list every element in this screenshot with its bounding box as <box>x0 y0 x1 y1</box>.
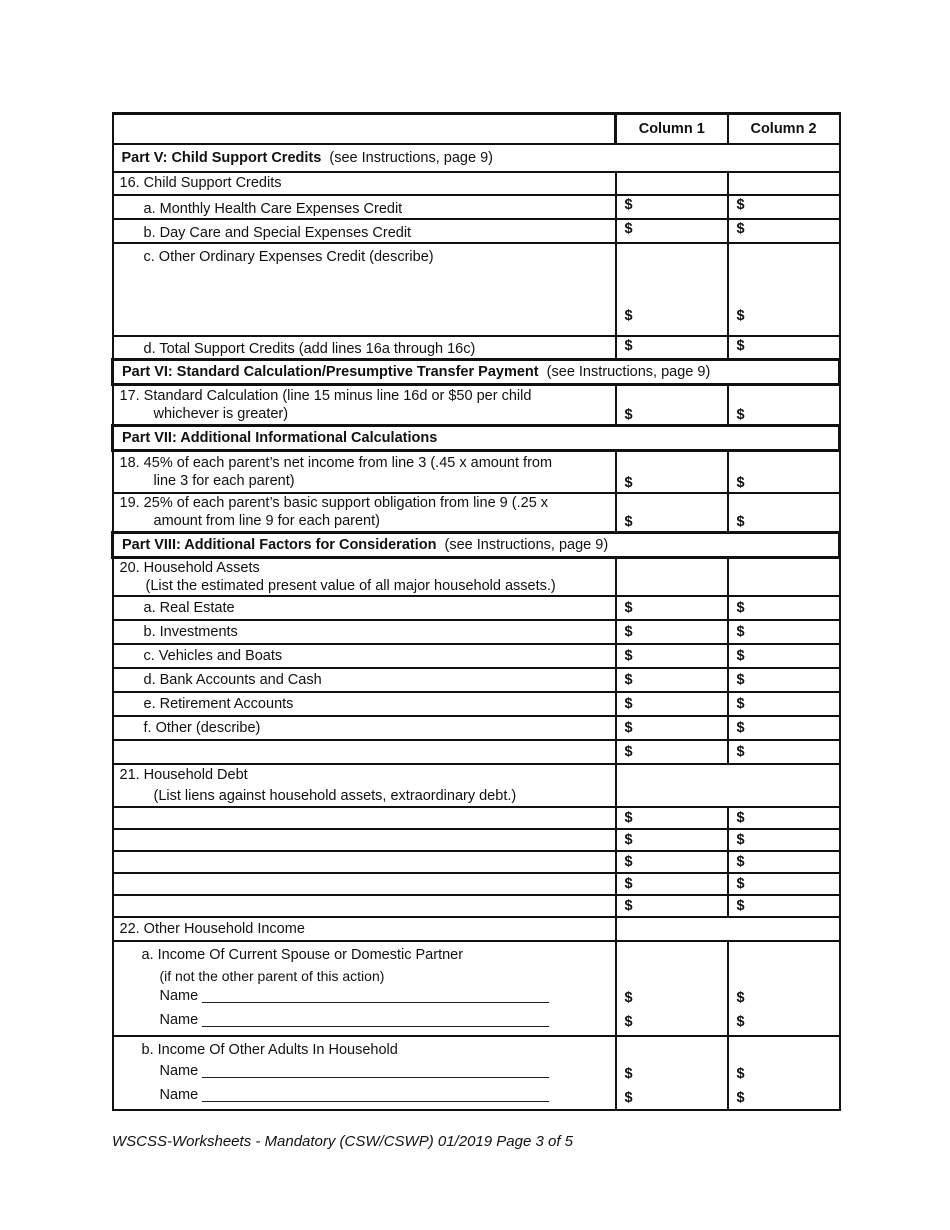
debt-col1[interactable]: $ <box>616 829 728 851</box>
line18-row <box>113 451 840 493</box>
name-field[interactable]: Name ___________________________________________ <box>159 1063 549 1079</box>
debt-row <box>113 829 840 851</box>
line17-label <box>113 385 616 426</box>
part6-note: (see Instructions, page 9) <box>546 364 711 380</box>
line19-label <box>113 493 616 533</box>
debt-col1[interactable]: $ <box>616 851 728 873</box>
part8-header <box>113 533 840 558</box>
line16b-row <box>113 219 840 243</box>
line21-row <box>113 764 840 807</box>
line16c-row <box>113 243 840 336</box>
dollar-sign: $ <box>624 1066 633 1082</box>
asset-label: a. Real Estate <box>113 596 616 620</box>
header-blank <box>113 114 616 144</box>
line16-label: 16. Child Support Credits <box>113 172 616 195</box>
line16b-col2[interactable]: $ <box>728 219 840 243</box>
line22b-text: b. Income Of Other Adults In Household <box>141 1042 398 1058</box>
line16a-col2[interactable]: $ <box>728 195 840 219</box>
line22b-label <box>113 1036 616 1110</box>
line22a-subtext: (if not the other parent of this action) <box>159 968 385 984</box>
line16a-col1[interactable]: $ <box>616 195 728 219</box>
line22-label: 22. Other Household Income <box>113 917 616 941</box>
line22a-col1[interactable] <box>616 941 728 1036</box>
asset-blank-label[interactable] <box>113 740 616 764</box>
debt-row <box>113 873 840 895</box>
line16b-col1[interactable]: $ <box>616 219 728 243</box>
line16c-col1[interactable]: $ <box>616 243 728 336</box>
line16-col1[interactable] <box>616 172 728 195</box>
asset-col2[interactable]: $ <box>728 596 840 620</box>
part7-header <box>113 426 840 451</box>
debt-col1[interactable]: $ <box>616 895 728 917</box>
name-field[interactable]: Name ___________________________________________ <box>159 988 549 1004</box>
line20-col2[interactable] <box>728 558 840 597</box>
line19-text-a: 19. 25% of each parent’s basic support obligation from line 9 (.25 x <box>119 495 549 512</box>
debt-col2[interactable]: $ <box>728 807 840 829</box>
asset-col2[interactable]: $ <box>728 692 840 716</box>
debt-col2[interactable]: $ <box>728 873 840 895</box>
asset-row <box>113 668 840 692</box>
dollar-sign: $ <box>736 1014 745 1030</box>
asset-row <box>113 716 840 740</box>
line17-col1[interactable]: $ <box>616 385 728 426</box>
line22a-col2[interactable] <box>728 941 840 1036</box>
asset-row <box>113 692 840 716</box>
dollar-sign: $ <box>624 1014 633 1030</box>
asset-row <box>113 644 840 668</box>
dollar-sign: $ <box>624 1090 633 1106</box>
line17-text-a: 17. Standard Calculation (line 15 minus line 16d or $50 per child <box>119 388 532 404</box>
worksheet-table <box>111 112 841 1111</box>
line22-values[interactable] <box>616 917 840 941</box>
page-footer: WSCSS-Worksheets - Mandatory (CSW/CSWP) 01/2019 Page 3 of 5 <box>112 1133 573 1150</box>
line16c-col2[interactable]: $ <box>728 243 840 336</box>
debt-label[interactable] <box>113 895 616 917</box>
line16-row <box>113 172 840 195</box>
line16-col2[interactable] <box>728 172 840 195</box>
part5-note: (see Instructions, page 9) <box>329 149 493 166</box>
column-2-header: Column 2 <box>728 114 840 144</box>
name-field[interactable]: Name ___________________________________________ <box>159 1012 549 1028</box>
asset-label: d. Bank Accounts and Cash <box>113 668 616 692</box>
line21-label <box>113 764 616 807</box>
debt-col2[interactable]: $ <box>728 829 840 851</box>
asset-label: b. Investments <box>113 620 616 644</box>
part8-title: Part VIII: Additional Factors for Consideration <box>122 537 437 553</box>
debt-label[interactable] <box>113 829 616 851</box>
dollar-sign: $ <box>736 990 745 1006</box>
part6-header <box>113 360 840 385</box>
line22a-text: a. Income Of Current Spouse or Domestic Partner <box>141 947 464 963</box>
asset-col2[interactable]: $ <box>728 668 840 692</box>
column-1-header: Column 1 <box>616 114 728 144</box>
part6-title: Part VI: Standard Calculation/Presumptive Transfer Payment <box>122 364 539 380</box>
debt-col1[interactable]: $ <box>616 807 728 829</box>
asset-col1[interactable]: $ <box>616 644 728 668</box>
line16b-label: b. Day Care and Special Expenses Credit <box>113 219 616 243</box>
line16a-row <box>113 195 840 219</box>
line21-text: 21. Household Debt <box>119 767 248 783</box>
asset-col2[interactable]: $ <box>728 716 840 740</box>
line20-col1[interactable] <box>616 558 728 597</box>
asset-col1[interactable]: $ <box>616 740 728 764</box>
asset-col1[interactable]: $ <box>616 620 728 644</box>
name-field[interactable]: Name ___________________________________________ <box>159 1087 549 1103</box>
debt-label[interactable] <box>113 873 616 895</box>
debt-label[interactable] <box>113 851 616 873</box>
asset-row <box>113 596 840 620</box>
line16a-label: a. Monthly Health Care Expenses Credit <box>113 195 616 219</box>
line18-col1[interactable]: $ <box>616 451 728 493</box>
line18-text-a: 18. 45% of each parent’s net income from line 3 (.45 x amount from <box>119 454 553 471</box>
line16d-col2[interactable]: $ <box>728 336 840 360</box>
dollar-sign: $ <box>736 1066 745 1082</box>
line17-text-b: whichever is greater) <box>153 406 289 422</box>
asset-label: e. Retirement Accounts <box>113 692 616 716</box>
line16d-label: d. Total Support Credits (add lines 16a through 16c) <box>113 336 616 360</box>
line19-row <box>113 493 840 533</box>
line18-text-b: line 3 for each parent) <box>153 472 295 489</box>
asset-col2[interactable]: $ <box>728 740 840 764</box>
debt-col2[interactable]: $ <box>728 895 840 917</box>
line20-label <box>113 558 616 597</box>
line19-text-b: amount from line 9 for each parent) <box>153 513 380 530</box>
dollar-sign: $ <box>624 990 633 1006</box>
debt-col2[interactable]: $ <box>728 851 840 873</box>
line16d-col1[interactable]: $ <box>616 336 728 360</box>
asset-col1[interactable]: $ <box>616 692 728 716</box>
line20-subtext: (List the estimated present value of all major household assets.) <box>145 578 556 594</box>
line20-row <box>113 558 840 597</box>
line17-col2[interactable]: $ <box>728 385 840 426</box>
asset-label: c. Vehicles and Boats <box>113 644 616 668</box>
asset-col1[interactable]: $ <box>616 668 728 692</box>
line21-subtext: (List liens against household assets, extraordinary debt.) <box>153 788 517 804</box>
debt-label[interactable] <box>113 807 616 829</box>
line17-row <box>113 385 840 426</box>
dollar-sign: $ <box>736 1090 745 1106</box>
asset-label: f. Other (describe) <box>113 716 616 740</box>
line22b-row <box>113 1036 840 1110</box>
part5-header <box>113 144 840 172</box>
asset-row <box>113 620 840 644</box>
asset-col1[interactable]: $ <box>616 596 728 620</box>
line22b-col2[interactable] <box>728 1036 840 1110</box>
asset-col2[interactable]: $ <box>728 620 840 644</box>
line22a-row <box>113 941 840 1036</box>
line22b-col1[interactable] <box>616 1036 728 1110</box>
debt-col1[interactable]: $ <box>616 873 728 895</box>
line19-col1[interactable]: $ <box>616 493 728 533</box>
header-row <box>113 114 840 144</box>
debt-row <box>113 807 840 829</box>
part5-title: Part V: Child Support Credits <box>121 149 322 166</box>
line20-text: 20. Household Assets <box>119 560 260 576</box>
asset-col1[interactable]: $ <box>616 716 728 740</box>
line16c-label: c. Other Ordinary Expenses Credit (describe) <box>113 243 616 336</box>
asset-col2[interactable]: $ <box>728 644 840 668</box>
line22a-label <box>113 941 616 1036</box>
line21-values[interactable] <box>616 764 840 807</box>
line16d-row <box>113 336 840 360</box>
debt-row <box>113 851 840 873</box>
line19-col2[interactable]: $ <box>728 493 840 533</box>
line18-label <box>113 451 616 493</box>
line18-col2[interactable]: $ <box>728 451 840 493</box>
line22-row <box>113 917 840 941</box>
debt-row <box>113 895 840 917</box>
asset-row <box>113 740 840 764</box>
part7-title: Part VII: Additional Informational Calculations <box>122 430 438 446</box>
part8-note: (see Instructions, page 9) <box>444 537 609 553</box>
